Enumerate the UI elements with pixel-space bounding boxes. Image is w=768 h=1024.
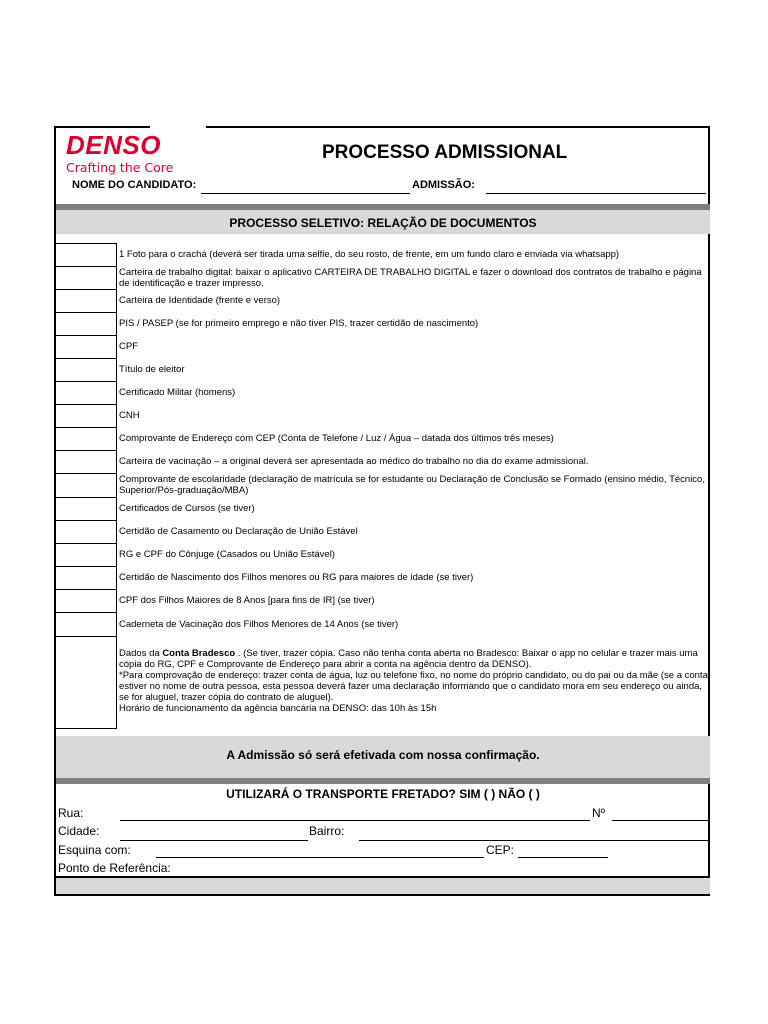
corner-field[interactable] bbox=[156, 857, 484, 858]
document-checkbox[interactable] bbox=[56, 243, 116, 266]
border-gap bbox=[150, 124, 206, 128]
document-item: CPF dos Filhos Maiores de 8 Anos [para fins de IR] (se tiver) bbox=[119, 595, 375, 606]
document-checkbox[interactable] bbox=[56, 266, 116, 289]
transport-question: UTILIZARÁ O TRANSPORTE FRETADO? SIM ( ) NÃO ( ) bbox=[226, 787, 540, 801]
document-checkbox[interactable] bbox=[56, 335, 116, 358]
document-item: Carteira de trabalho digital: baixar o aplicativo CARTEIRA DE TRABALHO DIGITAL e fazer o download dos contratos de trabalho e página de identificação e trazer impresso. bbox=[119, 266, 702, 289]
bank-name: Conta Bradesco bbox=[162, 648, 236, 659]
document-item: Certificado Militar (homens) bbox=[119, 387, 236, 398]
document-item: PIS / PASEP (se for primeiro emprego e não tiver PIS, trazer certidão de nascimento) bbox=[119, 318, 479, 329]
document-checkbox[interactable] bbox=[56, 381, 116, 404]
document-item: Carteira de Identidade (frente e verso) bbox=[119, 295, 281, 306]
confirmation-text: A Admissão só será efetivada com nossa confirmação. bbox=[226, 748, 540, 762]
reference-label: Ponto de Referência: bbox=[58, 861, 171, 875]
number-label: Nº bbox=[592, 806, 606, 820]
number-field[interactable] bbox=[612, 820, 708, 821]
document-item: Caderneta de Vacinação dos Filhos Menores de 14 Anos (se tiver) bbox=[119, 618, 399, 630]
district-field[interactable] bbox=[359, 840, 709, 841]
document-item: CNH bbox=[119, 410, 140, 421]
candidate-name-label: NOME DO CANDIDATO: bbox=[72, 179, 197, 191]
document-checkbox[interactable] bbox=[56, 589, 116, 612]
document-checkbox[interactable] bbox=[56, 358, 116, 381]
document-checkbox[interactable] bbox=[56, 473, 116, 497]
transport-divider bbox=[56, 778, 710, 784]
document-checkbox[interactable] bbox=[56, 404, 116, 427]
checkbox-column bbox=[56, 243, 117, 729]
document-item: Certidão de Nascimento dos Filhos menores ou RG para maiores de idade (se tiver) bbox=[119, 572, 474, 583]
street-field[interactable] bbox=[120, 820, 590, 821]
document-item: Título de eleitor bbox=[119, 364, 185, 375]
bank-note bbox=[119, 648, 711, 714]
document-checkbox[interactable] bbox=[56, 520, 116, 543]
candidate-name-field[interactable] bbox=[201, 193, 410, 194]
city-label: Cidade: bbox=[58, 824, 100, 838]
document-item: Carteira de vacinação – a original deverá ser apresentada ao médico do trabalho no dia do exame admissional. bbox=[119, 456, 589, 467]
bank-hours-note: Horário de funcionamento da agência bancária na DENSO: das 10h às 15h bbox=[119, 703, 437, 714]
document-checkbox[interactable] bbox=[56, 289, 116, 312]
district-label: Bairro: bbox=[309, 824, 345, 838]
documents-section-title: PROCESSO SELETIVO: RELAÇÃO DE DOCUMENTOS bbox=[229, 216, 537, 230]
document-item: 1 Foto para o crachá (deverá ser tirada uma selfie, do seu rosto, de frente, em um fundo claro e enviada via whatsapp) bbox=[119, 249, 620, 260]
bank-note-prefix: Dados da bbox=[119, 648, 163, 659]
document-item: RG e CPF do Cônjuge (Casados ou União Estável) bbox=[119, 549, 335, 560]
document-item: Certidão de Casamento ou Declaração de União Estável bbox=[119, 526, 358, 537]
zip-field[interactable] bbox=[518, 857, 608, 858]
address-proof-note: *Para comprovação de endereço: trazer conta de água, luz ou telefone fixo, no nome do próprio candidato, ou do pai ou da mãe (se a conta estiver no nome de outra pessoa, esta pessoa deverá fazer uma declaração informando que o candidato mora em seu endereço ou ainda, se for aluguel, trazer cópia do contrato de aluguel). bbox=[119, 670, 708, 703]
street-label: Rua: bbox=[58, 806, 84, 820]
footer-bar bbox=[56, 878, 710, 894]
logo-brand: DENSO bbox=[66, 130, 161, 160]
document-item: Comprovante de escolaridade (declaração de matrícula se for estudante ou Declaração de Conclusão se Formado (ensino médio, Técnico, Superior/Pós-graduação/MBA) bbox=[119, 474, 705, 496]
city-field[interactable] bbox=[120, 840, 308, 841]
document-checkbox[interactable] bbox=[56, 612, 116, 636]
document-checkbox[interactable] bbox=[56, 312, 116, 335]
document-item: Comprovante de Endereço com CEP (Conta de Telefone / Luz / Água – datada dos últimos três meses) bbox=[119, 433, 554, 444]
admission-date-field[interactable] bbox=[486, 193, 706, 194]
bank-note-text: . (Se tiver, trazer cópia. Caso não tenha conta aberta no Bradesco: Baixar o app no celular e trazer mais uma cópia do RG, CPF e Comprovante de Endereço para abrir a conta na agência dentro da DENSO). bbox=[119, 648, 698, 670]
admission-date-label: ADMISSÃO: bbox=[412, 179, 475, 191]
page-title: PROCESSO ADMISSIONAL bbox=[322, 142, 568, 163]
bank-account-checkbox[interactable] bbox=[56, 636, 116, 729]
logo-tagline: Crafting the Core bbox=[66, 160, 174, 175]
corner-label: Esquina com: bbox=[58, 843, 131, 857]
document-item: CPF bbox=[119, 341, 138, 352]
document-checkbox[interactable] bbox=[56, 450, 116, 473]
denso-logo bbox=[66, 132, 173, 176]
zip-label: CEP: bbox=[486, 843, 515, 857]
document-checkbox[interactable] bbox=[56, 543, 116, 566]
document-checkbox[interactable] bbox=[56, 427, 116, 450]
document-checkbox[interactable] bbox=[56, 497, 116, 520]
document-item: Certificados de Cursos (se tiver) bbox=[119, 503, 255, 514]
document-checkbox[interactable] bbox=[56, 566, 116, 589]
